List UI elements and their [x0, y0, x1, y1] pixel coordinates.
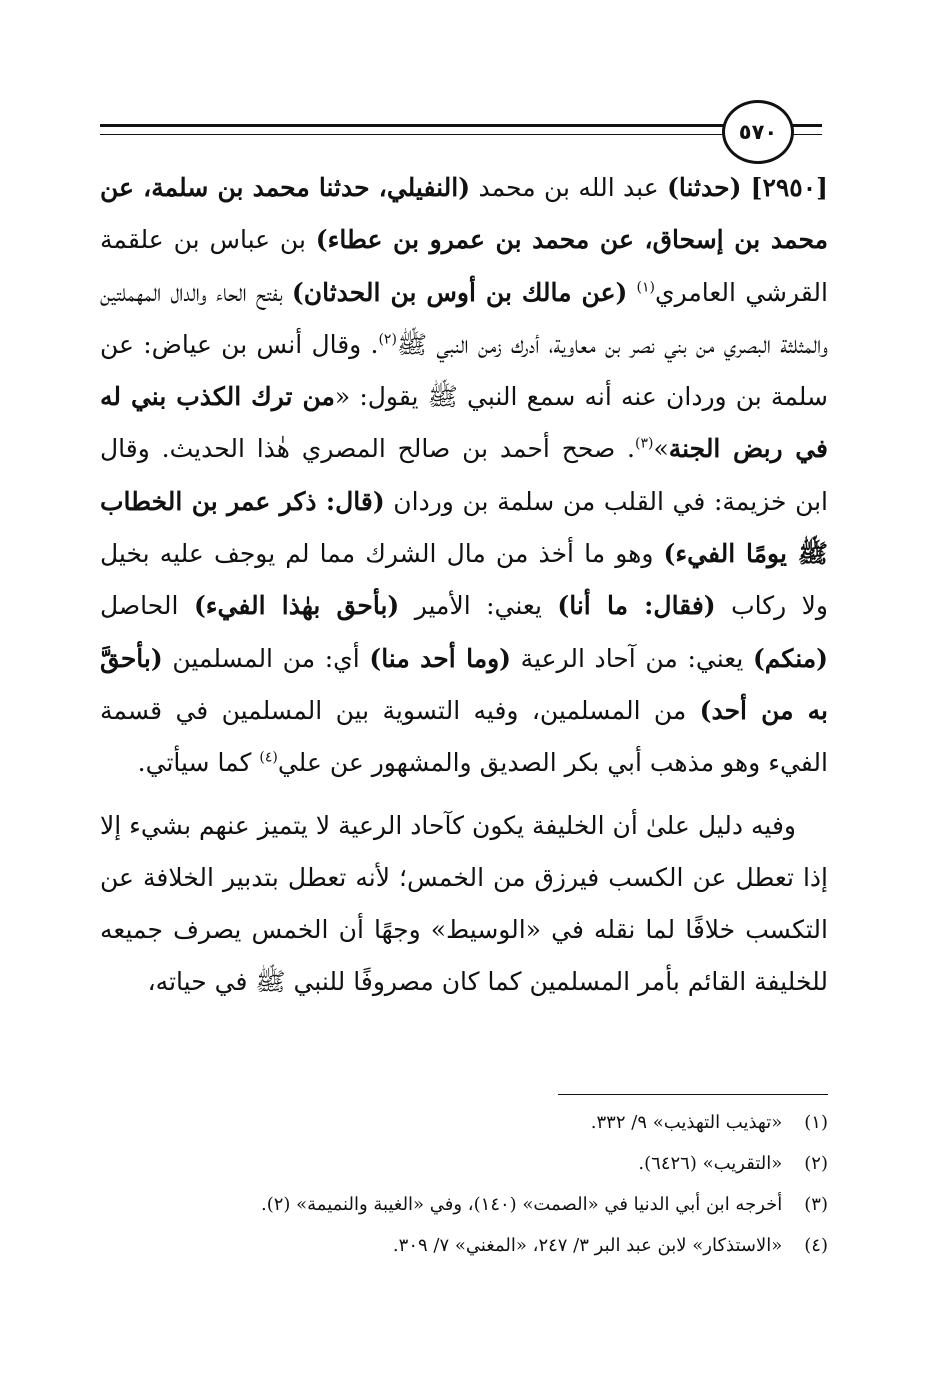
footnotes [100, 1102, 828, 1266]
text-run: يعني: الأمير [399, 591, 558, 621]
footnote-item [100, 1102, 828, 1143]
footnote-text: «تهذيب التهذيب» ٩/ ٣٣٢. [590, 1112, 783, 1133]
bold-text-run: (بأحقَّ به من أحد) [100, 643, 828, 725]
bold-text-run: (وما أحد منا) [369, 643, 512, 673]
bold-text-run: [٢٩٥٠] [741, 173, 828, 202]
text-run: بن عباس بن علقمة القرشي العامري [100, 225, 828, 307]
text-run: عبد الله بن محمد [470, 173, 668, 202]
text-run: » [653, 434, 669, 464]
footnote-ref: (٢) [378, 331, 397, 348]
header-rule-bottom [100, 134, 725, 135]
bold-text-run: (فقال: ما أنا) [557, 591, 716, 621]
footnote-separator [558, 1094, 828, 1095]
bold-text-run: (عن مالك بن أوس بن الحدثان) [291, 277, 628, 307]
bold-text-run: (النفيلي، حدثنا محمد بن سلمة، عن محمد بن إسحاق، عن محمد بن عمرو بن عطاء) [100, 173, 828, 255]
header-rule-top-right [790, 124, 822, 127]
footnote-ref: (٣) [634, 436, 654, 453]
text-run: . صحح أحمد بن صالح المصري هٰذا الحديث. وقال ابن خزيمة: في القلب من سلمة بن وردان [100, 434, 828, 516]
main-text [100, 162, 828, 1009]
text-run [627, 278, 636, 307]
header-rule-top [100, 124, 725, 127]
bold-text-run: (منكم) [752, 643, 828, 673]
text-run: بفتح الحاء والدال المهملتين والمثلثة البصري من بني نصر بن معاوية، أدرك زمن النبي ﷺ [100, 277, 828, 359]
footnote-item [100, 1225, 828, 1266]
text-run: يعني: من آحاد الرعية [511, 643, 753, 673]
footnote-item [100, 1143, 828, 1184]
text-run: أي: من المسلمين [162, 643, 370, 673]
footnote-number: (٣) [804, 1194, 828, 1215]
footnote-text: «التقريب» (٦٤٢٦). [638, 1153, 783, 1174]
page-number: ٥٧٠ [722, 100, 794, 164]
footnote-ref: (١) [636, 279, 655, 296]
header-rule-bottom-right [790, 134, 822, 135]
paragraph-commentary-2950 [100, 162, 828, 790]
footnote-number: (١) [804, 1112, 828, 1133]
text-run: من المسلمين، وفيه التسوية بين المسلمين في قسمة الفيء وهو مذهب أبي بكر الصديق والمشهور عن علي [100, 695, 828, 778]
bold-text-run: (بأحق بهٰذا الفيء) [193, 591, 400, 621]
text-run: كما سيأتي. [137, 748, 260, 778]
footnote-text: أخرجه ابن أبي الدنيا في «الصمت» (١٤٠)، وفي «الغيبة والنميمة» (٢). [260, 1194, 783, 1215]
bold-text-run: (حدثنا) [667, 173, 742, 202]
text-run: الحاصل [100, 591, 194, 621]
footnote-number: (٢) [804, 1153, 828, 1174]
bold-text-run: من ترك الكذب بني له في ربض الجنة [100, 382, 828, 464]
footnote-ref: (٤) [259, 749, 278, 766]
text-run: . وقال أنس بن عياض: عن سلمة بن وردان عنه أنه سمع النبي ﷺ يقول: « [100, 329, 828, 412]
footnote-item [100, 1184, 828, 1225]
bold-text-run: (قال: ذكر عمر بن الخطاب ﷺ يومًا الفيء) [100, 486, 828, 569]
footnote-text: «الاستذكار» لابن عبد البر ٣/ ٢٤٧، «المغني» ٧/ ٣٠٩. [392, 1235, 783, 1256]
text-run: وهو ما أخذ من مال الشرك مما لم يوجف عليه بخيل ولا ركاب [100, 539, 828, 621]
paragraph-khalifa-ruling [100, 800, 828, 1009]
text-run: وفيه دليل علىٰ أن الخليفة يكون كآحاد الرعية لا يتميز عنهم بشيء إلا إذا تعطل عن الكسب فيرزق من الخمس؛ لأنه تعطل بتدبير الخلافة عن التكسب خلافًا لما نقله في «الوسيط» وجهًا أن الخمس يصرف جميعه للخليفة القائم بأمر المسلمين كما كان مصروفًا للنبي ﷺ في حياته، [100, 810, 828, 997]
footnote-number: (٤) [804, 1235, 828, 1256]
